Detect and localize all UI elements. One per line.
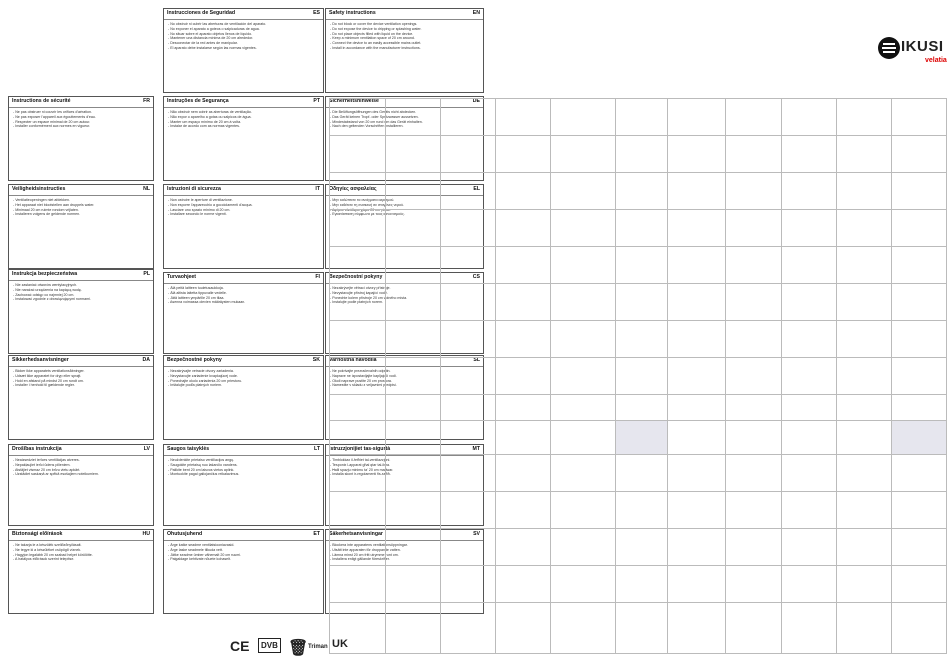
section-body bbox=[164, 368, 323, 388]
section-lt bbox=[163, 444, 324, 526]
lang-code: HU bbox=[142, 531, 150, 537]
instruction-line: - Naprave ne izpostavljajte kapljajoči vodi. bbox=[330, 373, 397, 378]
instruction-line: - Non esporre l'apparecchio a gocciolamenti d'acqua. bbox=[168, 202, 253, 207]
instruction-line: - Neaizsedziet ierīces ventilācijas atveres. bbox=[13, 458, 80, 462]
shaded-cell bbox=[615, 420, 667, 454]
instruction-line: - Neuždenkite prietaiso ventiliacijos angų. bbox=[168, 458, 235, 462]
instruction-line: - Het apparaat niet blootstellen aan druppels water. bbox=[13, 202, 95, 207]
brand-name: IKUSI bbox=[901, 38, 944, 55]
instruction-line: - Timblokkax il-fetħiet tal-ventilazzjoni. bbox=[330, 458, 391, 462]
instruction-line: - Die Belüftungsöffnungen des Geräts nicht abdecken. bbox=[330, 110, 417, 114]
section-body bbox=[9, 197, 153, 217]
instruction-line: - Älä peitä laitteen tuuletusaukkoja. bbox=[168, 286, 224, 290]
instruction-line: - Ponechte kolem přístroje 20 cm volného místa. bbox=[330, 295, 408, 300]
grid-row-line bbox=[329, 394, 947, 395]
instruction-line: - Inštalujte podľa platných noriem. bbox=[168, 383, 222, 388]
section-title: Bezpečnostní pokyny bbox=[329, 274, 383, 280]
section-et bbox=[163, 529, 324, 614]
instruction-line: - Αφήστε ελεύθερο χώρο 20 cm γύρω. bbox=[330, 207, 391, 212]
instruction-line: - Ne pas exposer l'appareil aux égouttements d'eau. bbox=[13, 114, 96, 119]
lang-code: SL bbox=[473, 357, 480, 363]
section-title: Instrucciones de Seguridad bbox=[167, 10, 236, 16]
section-title: Biztonsági előírások bbox=[12, 531, 63, 537]
lang-code: FR bbox=[143, 98, 150, 104]
instruction-line: - Asenna voimassa olevien määräysten mukaan. bbox=[168, 300, 246, 305]
section-title: Instrukcja bezpieczeństwa bbox=[12, 271, 78, 277]
instruction-line: - Hagyjon legalább 20 cm szabad helyet körülötte. bbox=[13, 552, 93, 557]
lang-code: EN bbox=[472, 10, 480, 16]
instruction-line: - Nach den geltenden Vorschriften installieren. bbox=[330, 124, 404, 129]
instruction-line: - Install in accordance with the manufacturer instructions. bbox=[330, 45, 421, 50]
lang-code: SV bbox=[473, 531, 480, 537]
section-it bbox=[163, 184, 324, 269]
instruction-line: - Ħalli spazju minimu ta' 20 cm madwar. bbox=[330, 467, 394, 472]
instruction-line: - Ne tegye ki a készüléket csöpögő víznek. bbox=[13, 547, 82, 552]
lang-code: DE bbox=[472, 98, 480, 104]
lang-code: LT bbox=[314, 446, 320, 452]
instruction-line: - Zachować odstęp co najmniej 20 cm. bbox=[13, 292, 75, 297]
instruction-line: - Tesponix l-apparat għal qtar tal-ilma. bbox=[330, 462, 391, 467]
instruction-line: - Ärge katke seadme ventilatsiooniavasid. bbox=[168, 543, 235, 547]
instruction-line: - Μην καλύπτετε τα ανοίγματα αερισμού. bbox=[330, 198, 395, 202]
instruction-line: - Keep a minimum ventilation space of 20 cm around. bbox=[330, 36, 415, 41]
instruction-line: - Saugokite prietaisą nuo lašančio vandens. bbox=[168, 462, 238, 467]
section-pt bbox=[163, 96, 324, 181]
instruction-line: - Nie narażać urządzenia na kapiącą wodę. bbox=[13, 287, 82, 292]
section-title: Saugos taisyklės bbox=[167, 446, 210, 452]
instruction-line: - Palikite bent 20 cm laisvos vietos aplink. bbox=[168, 467, 235, 472]
instruction-line: - Non ostruire le aperture di ventilazione. bbox=[168, 198, 233, 202]
instruction-line: - Montuokite pagal galiojančius reikalavimus. bbox=[168, 472, 240, 477]
instruction-line: - Okoli naprave pustite 20 cm prostora. bbox=[330, 378, 392, 383]
grid-col-line bbox=[329, 98, 330, 653]
instruction-line: - Lasciare uno spazio minimo di 20 cm. bbox=[168, 207, 231, 212]
grid-col-line bbox=[550, 98, 551, 653]
section-fi bbox=[163, 272, 324, 354]
grid-row-line bbox=[329, 454, 947, 455]
lang-code: EL bbox=[473, 186, 480, 192]
section-body bbox=[164, 285, 323, 305]
lang-code: ES bbox=[313, 10, 320, 16]
grid-row-line bbox=[329, 528, 947, 529]
grid-col-line bbox=[836, 98, 837, 653]
ikusi-swirl-icon bbox=[877, 36, 901, 60]
instruction-line: - Não expor o aparelho a gotas ou salpicos de água. bbox=[168, 114, 252, 119]
section-body bbox=[164, 197, 323, 217]
instruction-line: - Installer i henhold til gældende regler. bbox=[13, 383, 75, 388]
section-body bbox=[9, 457, 153, 477]
instruction-line: - Nevystavujte přístroj kapající vodě. bbox=[330, 290, 388, 295]
triman-mark: Triman bbox=[308, 644, 328, 650]
section-title: Instruções de Segurança bbox=[167, 98, 229, 104]
instruction-line: - Hold en afstand på mindst 20 cm rundt om. bbox=[13, 378, 84, 383]
section-title: Safety instructions bbox=[329, 10, 376, 16]
instruction-line: - Instalujte podle platných norem. bbox=[330, 300, 383, 305]
section-title: Instructions de sécurité bbox=[12, 98, 71, 104]
instruction-line: - Mantener una distancia mínima de 20 cm alrededor. bbox=[168, 36, 254, 41]
section-title: Istruzzjonijiet tas-sigurtà bbox=[329, 446, 391, 452]
lang-code: IT bbox=[315, 186, 320, 192]
section-title: Säkerhetsanvisningar bbox=[329, 531, 383, 537]
lang-code: PL bbox=[143, 271, 150, 277]
section-title: Varnostna navodila bbox=[329, 357, 377, 363]
section-body bbox=[164, 457, 323, 477]
lang-code: ET bbox=[313, 531, 320, 537]
lang-code: MT bbox=[472, 446, 480, 452]
section-body bbox=[164, 21, 323, 50]
grid-row-line bbox=[329, 209, 947, 210]
grid-row-line bbox=[329, 98, 947, 99]
instruction-line: - Desconectar de la red antes de manipular. bbox=[168, 41, 238, 46]
grid-col-line bbox=[781, 98, 782, 653]
instruction-line: - Manter um espaço mínimo de 20 cm à volta. bbox=[168, 119, 242, 124]
grid-row-line bbox=[329, 491, 947, 492]
instruction-line: - Jätä laitteen ympärille 20 cm tilaa. bbox=[168, 295, 225, 300]
instruction-line: - Ärge laske seadmele tilkuda vett. bbox=[168, 547, 223, 552]
section-nl bbox=[8, 184, 154, 269]
section-title: Istruzioni di sicurezza bbox=[167, 186, 221, 192]
grid-row-line bbox=[329, 246, 947, 247]
uk-mark: UK bbox=[332, 638, 348, 650]
instruction-line: - Não obstruir nem cobrir as aberturas de ventilação. bbox=[168, 110, 252, 114]
instruction-line: - Jätke seadme ümber vähemalt 20 cm ruumi. bbox=[168, 552, 242, 557]
instruction-line: - Nie zasłaniać otworów wentylacyjnych. bbox=[13, 283, 78, 287]
instruction-line: - Ventilatieopeningen niet afdekken. bbox=[13, 198, 70, 202]
instruction-line: - No obstruir ni cubrir las aberturas de ventilación del aparato. bbox=[168, 22, 267, 26]
grid-row-line bbox=[329, 135, 947, 136]
instruction-line: - Ne pas obstruer ni couvrir les orifices d'aération. bbox=[13, 110, 92, 114]
instruction-line: - Installeren volgens de geldende normen. bbox=[13, 212, 81, 217]
grid-col-line bbox=[495, 98, 496, 653]
instruction-line: - El aparato debe instalarse según las normas vigentes. bbox=[168, 45, 257, 50]
instruction-line: - Μην εκθέτετε τη συσκευή σε σταγόνες νερού. bbox=[330, 202, 404, 207]
instruction-line: - Εγκατάσταση σύμφωνα με τους κανονισμούς. bbox=[330, 212, 405, 217]
instruction-line: - Instalować zgodnie z obowiązującymi normami. bbox=[13, 297, 91, 302]
grid-col-line bbox=[946, 98, 947, 653]
instruction-line: - Nezakrývejte větrací otvory přístroje. bbox=[330, 286, 391, 290]
instruction-line: - Nepakļaujiet ierīci ūdens pilieniem. bbox=[13, 462, 71, 467]
instruction-line: - No situar sobre el aparato objetos llenos de líquido. bbox=[168, 31, 253, 36]
section-title: Sicherheitshinweise bbox=[329, 98, 379, 104]
section-pl bbox=[8, 269, 154, 354]
section-body bbox=[164, 542, 323, 562]
instruction-line: - Namestite v skladu z veljavnimi predpisi. bbox=[330, 383, 397, 388]
instruction-line: - Installer conformément aux normes en vigueur. bbox=[13, 124, 91, 129]
grid-row-line bbox=[329, 357, 947, 358]
instruction-line: - Ne pokrivajte prezračevalnih odprtin. bbox=[330, 369, 391, 373]
lang-code: DA bbox=[142, 357, 150, 363]
grid-row-line bbox=[329, 602, 947, 603]
grid-row-line bbox=[329, 565, 947, 566]
instruction-line: - Nevystavujte zariadenie kvapkajúcej vode. bbox=[168, 373, 238, 378]
instruction-line: - Installare secondo le norme vigenti. bbox=[168, 212, 227, 217]
section-body bbox=[9, 282, 153, 302]
certification-marks bbox=[230, 638, 350, 660]
instruction-line: - Bloker ikke apparatets ventilationsåbninger. bbox=[13, 369, 85, 373]
section-da bbox=[8, 355, 154, 440]
instruction-line: - Instalar de acordo com as normas vigentes. bbox=[168, 124, 240, 129]
section-title: Οδηγίες ασφαλείας bbox=[329, 186, 377, 192]
instruction-line: - Paigaldage kehtivate nõuete kohaselt. bbox=[168, 557, 231, 562]
grid-row-line bbox=[329, 320, 947, 321]
section-body bbox=[9, 368, 153, 388]
instruction-line: - Uzstādiet saskaņā ar spēkā esošajiem noteikumiem. bbox=[13, 472, 99, 477]
ce-mark: CE bbox=[230, 638, 250, 654]
section-hu bbox=[8, 529, 154, 614]
blank-table-grid bbox=[329, 98, 947, 653]
instruction-line: - Installa skont ir-regolamenti fis-seħħ. bbox=[330, 472, 391, 477]
dvb-mark: DVB bbox=[258, 638, 281, 653]
instruction-line: - Mindestabstand von 20 cm rund um das Gerät einhalten. bbox=[330, 119, 423, 124]
grid-col-line bbox=[667, 98, 668, 653]
grid-row-line bbox=[329, 172, 947, 173]
section-fr bbox=[8, 96, 154, 181]
grid-row-line bbox=[329, 283, 947, 284]
instruction-line: - Nezakrývajte vetracie otvory zariadenia. bbox=[168, 369, 234, 373]
section-sk bbox=[163, 355, 324, 440]
instruction-line: - Älä altista laitetta tippuvalle vedelle. bbox=[168, 290, 227, 295]
weee-icon: 🗑 bbox=[288, 640, 309, 657]
instruction-line: - Minimaal 20 cm ruimte rondom vrijlaten. bbox=[13, 207, 79, 212]
section-body bbox=[164, 109, 323, 129]
section-lv bbox=[8, 444, 154, 526]
instruction-line: - Respecter un espace minimal de 20 cm autour. bbox=[13, 119, 91, 124]
section-body bbox=[326, 21, 483, 50]
section-en bbox=[325, 8, 484, 93]
shaded-cell bbox=[891, 420, 946, 454]
section-title: Sikkerhedsanvisninger bbox=[12, 357, 69, 363]
grid-row-line bbox=[329, 653, 947, 654]
instruction-line: - Installera enligt gällande föreskrifter. bbox=[330, 557, 390, 562]
grid-col-line bbox=[440, 98, 441, 653]
instruction-line: - Lämna minst 20 cm fritt utrymme runt om. bbox=[330, 552, 399, 557]
brand-logo bbox=[875, 33, 945, 73]
lang-code: SK bbox=[312, 357, 320, 363]
instruction-line: - No exponer el aparato a goteos o salpicaduras de agua. bbox=[168, 26, 260, 31]
lang-code: NL bbox=[143, 186, 150, 192]
instruction-line: - Blockera inte apparatens ventilationsöppningar. bbox=[330, 543, 408, 547]
lang-code: CS bbox=[472, 274, 480, 280]
section-es bbox=[163, 8, 324, 93]
instruction-line: - Ne takarja le a készülék szellőzőnyílásait. bbox=[13, 543, 82, 547]
instruction-line: - Udsæt ikke apparatet for dryp eller sprøjt. bbox=[13, 373, 82, 378]
grid-col-line bbox=[385, 98, 386, 653]
instruction-line: - Do not expose the device to dripping or splashing water. bbox=[330, 26, 422, 31]
instruction-line: - Das Gerät keinen Tropf- oder Spritzwasser aussetzen. bbox=[330, 114, 419, 119]
instruction-line: - Do not block or cover the device ventilation openings. bbox=[330, 22, 418, 26]
instruction-line: - Connect the device to an easily accessible mains outlet. bbox=[330, 41, 422, 46]
grid-col-line bbox=[891, 98, 892, 653]
section-title: Bezpečnostné pokyny bbox=[167, 357, 222, 363]
section-body bbox=[9, 109, 153, 129]
brand-sub: velatia bbox=[925, 57, 947, 64]
section-title: Drošības instrukcija bbox=[12, 446, 62, 452]
instruction-line: - Ponechajte okolo zariadenia 20 cm priestoru. bbox=[168, 378, 243, 383]
instruction-line: - Utsätt inte apparaten för droppande vatten. bbox=[330, 547, 401, 552]
lang-code: FI bbox=[315, 274, 320, 280]
instruction-line: - Do not place objects filled with liquid on the device. bbox=[330, 31, 414, 36]
instruction-line: - A hatályos előírások szerint telepítse. bbox=[13, 557, 75, 562]
section-body bbox=[9, 542, 153, 562]
lang-code: LV bbox=[143, 446, 150, 452]
lang-code: PT bbox=[313, 98, 320, 104]
section-title: Turvaohjeet bbox=[167, 274, 197, 280]
grid-col-line bbox=[615, 98, 616, 653]
grid-row-line bbox=[329, 420, 947, 421]
instruction-line: - Atstājiet vismaz 20 cm brīvu vietu apkārt. bbox=[13, 467, 81, 472]
section-title: Ohutusjuhend bbox=[167, 531, 203, 537]
grid-col-line bbox=[725, 98, 726, 653]
section-title: Veiligheidsinstructies bbox=[12, 186, 66, 192]
